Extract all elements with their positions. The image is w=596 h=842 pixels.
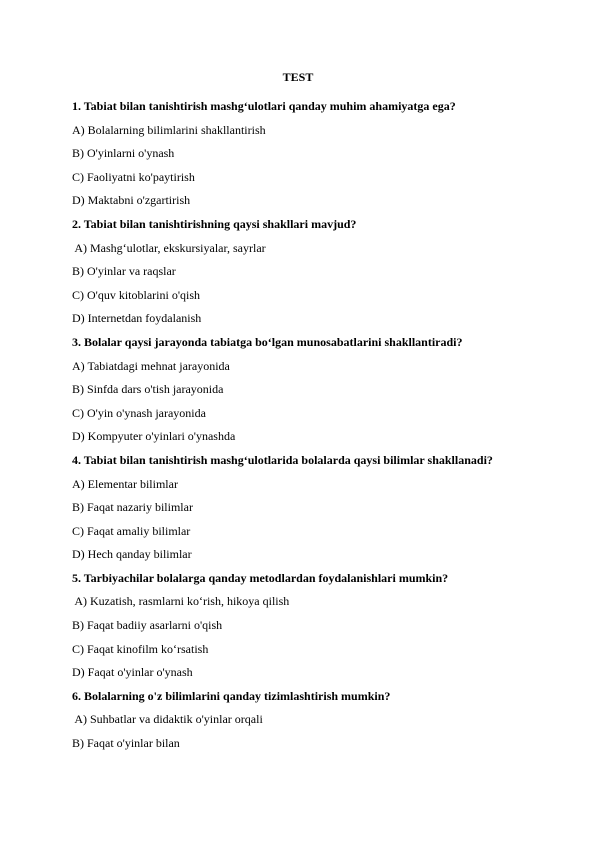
question-text: 4. Tabiat bilan tanishtirish mashg‘ulotlarida bolalarda qaysi bilimlar shakllanadi? — [72, 452, 493, 467]
question-block — [72, 95, 572, 213]
answer-option: A) Elementar bilimlar — [72, 476, 178, 491]
answer-option: C) Faqat amaliy bilimlar — [72, 523, 191, 538]
answer-option: B) Faqat o'yinlar bilan — [72, 736, 180, 751]
answer-option: D) Internetdan foydalanish — [72, 311, 202, 326]
question-block — [72, 331, 572, 449]
answer-option: A) Bolalarning bilimlarini shakllantirish — [72, 122, 266, 137]
answer-option: C) O'quv kitoblarini o'qish — [72, 287, 200, 302]
question-text: 1. Tabiat bilan tanishtirish mashg‘ulotlari qanday muhim ahamiyatga ega? — [72, 99, 456, 113]
answer-option: A) Tabiatdagi mehnat jarayonida — [72, 358, 230, 373]
answer-option: B) O'yinlar va raqslar — [72, 264, 176, 279]
answer-option: A) Kuzatish, rasmlarni ko‘rish, hikoya qilish — [72, 594, 290, 609]
answer-option: D) Hech qanday bilimlar — [72, 547, 192, 562]
answer-option: B) Faqat nazariy bilimlar — [72, 500, 193, 515]
answer-option: C) O'yin o'ynash jarayonida — [72, 405, 206, 420]
answer-option: C) Faoliyatni ko'paytirish — [72, 169, 195, 184]
answer-option: D) Kompyuter o'yinlari o'ynashda — [72, 429, 236, 444]
answer-option: D) Faqat o'yinlar o'ynash — [72, 665, 193, 680]
question-text: 6. Bolalarning o'z bilimlarini qanday tizimlashtirish mumkin? — [72, 688, 391, 703]
question-block — [72, 213, 572, 331]
answer-option: B) Sinfda dars o'tish jarayonida — [72, 382, 224, 397]
question-block — [72, 449, 572, 567]
question-text: 3. Bolalar qaysi jarayonda tabiatga bo‘lgan munosabatlarini shakllantiradi? — [72, 334, 463, 349]
answer-option: B) O'yinlarni o'ynash — [72, 146, 175, 161]
document-title: TEST — [282, 70, 314, 84]
answer-option: A) Suhbatlar va didaktik o'yinlar orqali — [72, 712, 263, 727]
question-list — [72, 95, 572, 756]
question-text: 2. Tabiat bilan tanishtirishning qaysi shakllari mavjud? — [72, 216, 357, 231]
question-block — [72, 567, 572, 685]
answer-option: D) Maktabni o'zgartirish — [72, 193, 191, 208]
answer-option: A) Mashg‘ulotlar, ekskursiyalar, sayrlar — [72, 240, 266, 255]
answer-option: B) Faqat badiiy asarlarni o'qish — [72, 618, 223, 633]
question-text: 5. Tarbiyachilar bolalarga qanday metodlardan foydalanishlari mumkin? — [72, 570, 449, 585]
answer-option: C) Faqat kinofilm ko‘rsatish — [72, 641, 209, 656]
question-block — [72, 685, 572, 756]
